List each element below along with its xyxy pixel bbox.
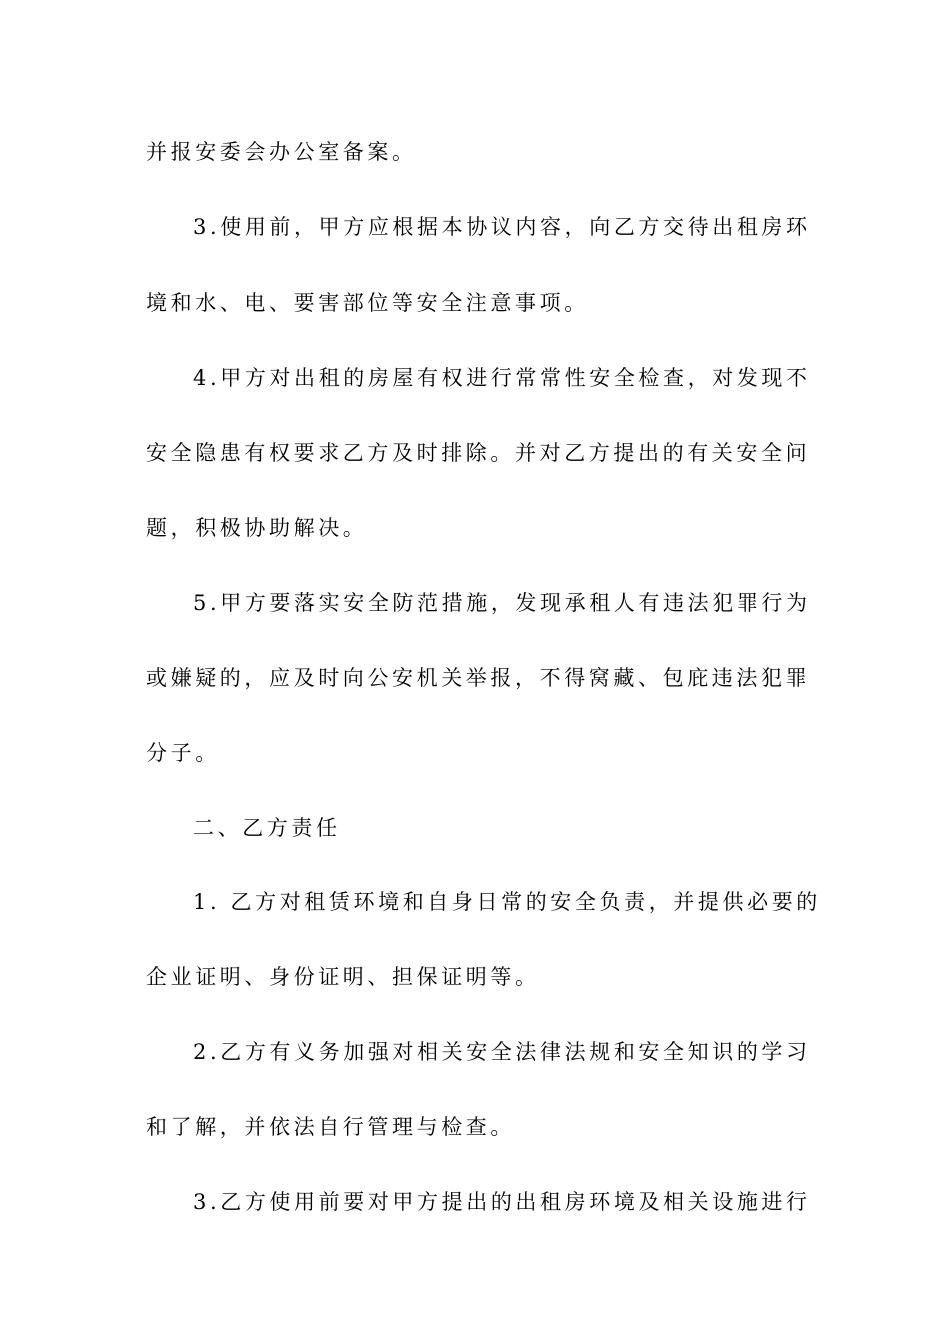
- paragraph-line: 境和水、电、要害部位等安全注意事项。: [146, 291, 589, 315]
- section-heading: 二、乙方责任: [193, 816, 341, 840]
- paragraph-line: 3.乙方使用前要对甲方提出的出租房环境及相关设施进行: [193, 1190, 811, 1214]
- paragraph-line: 2.乙方有义务加强对相关安全法律法规和安全知识的学习: [193, 1040, 811, 1064]
- paragraph-line: 5.甲方要落实安全防范措施，发现承租人有违法犯罪行为: [193, 591, 811, 615]
- paragraph-line: 企业证明、身份证明、担保证明等。: [146, 965, 540, 989]
- paragraph-line: 3.使用前，甲方应根据本协议内容，向乙方交待出租房环: [193, 215, 811, 239]
- paragraph-line: 并报安委会办公室备案。: [146, 140, 417, 164]
- paragraph-line: 或嫌疑的，应及时向公安机关举报，不得窝藏、包庇违法犯罪: [146, 666, 811, 690]
- paragraph-line: 1. 乙方对租赁环境和自身日常的安全负责，并提供必要的: [193, 890, 821, 914]
- paragraph-line: 分子。: [146, 741, 220, 765]
- paragraph-line: 和了解，并依法自行管理与检查。: [146, 1115, 515, 1139]
- paragraph-line: 4.甲方对出租的房屋有权进行常常性安全检查，对发现不: [193, 366, 811, 390]
- paragraph-line: 安全隐患有权要求乙方及时排除。并对乙方提出的有关安全问: [146, 441, 811, 465]
- paragraph-line: 题，积极协助解决。: [146, 516, 368, 540]
